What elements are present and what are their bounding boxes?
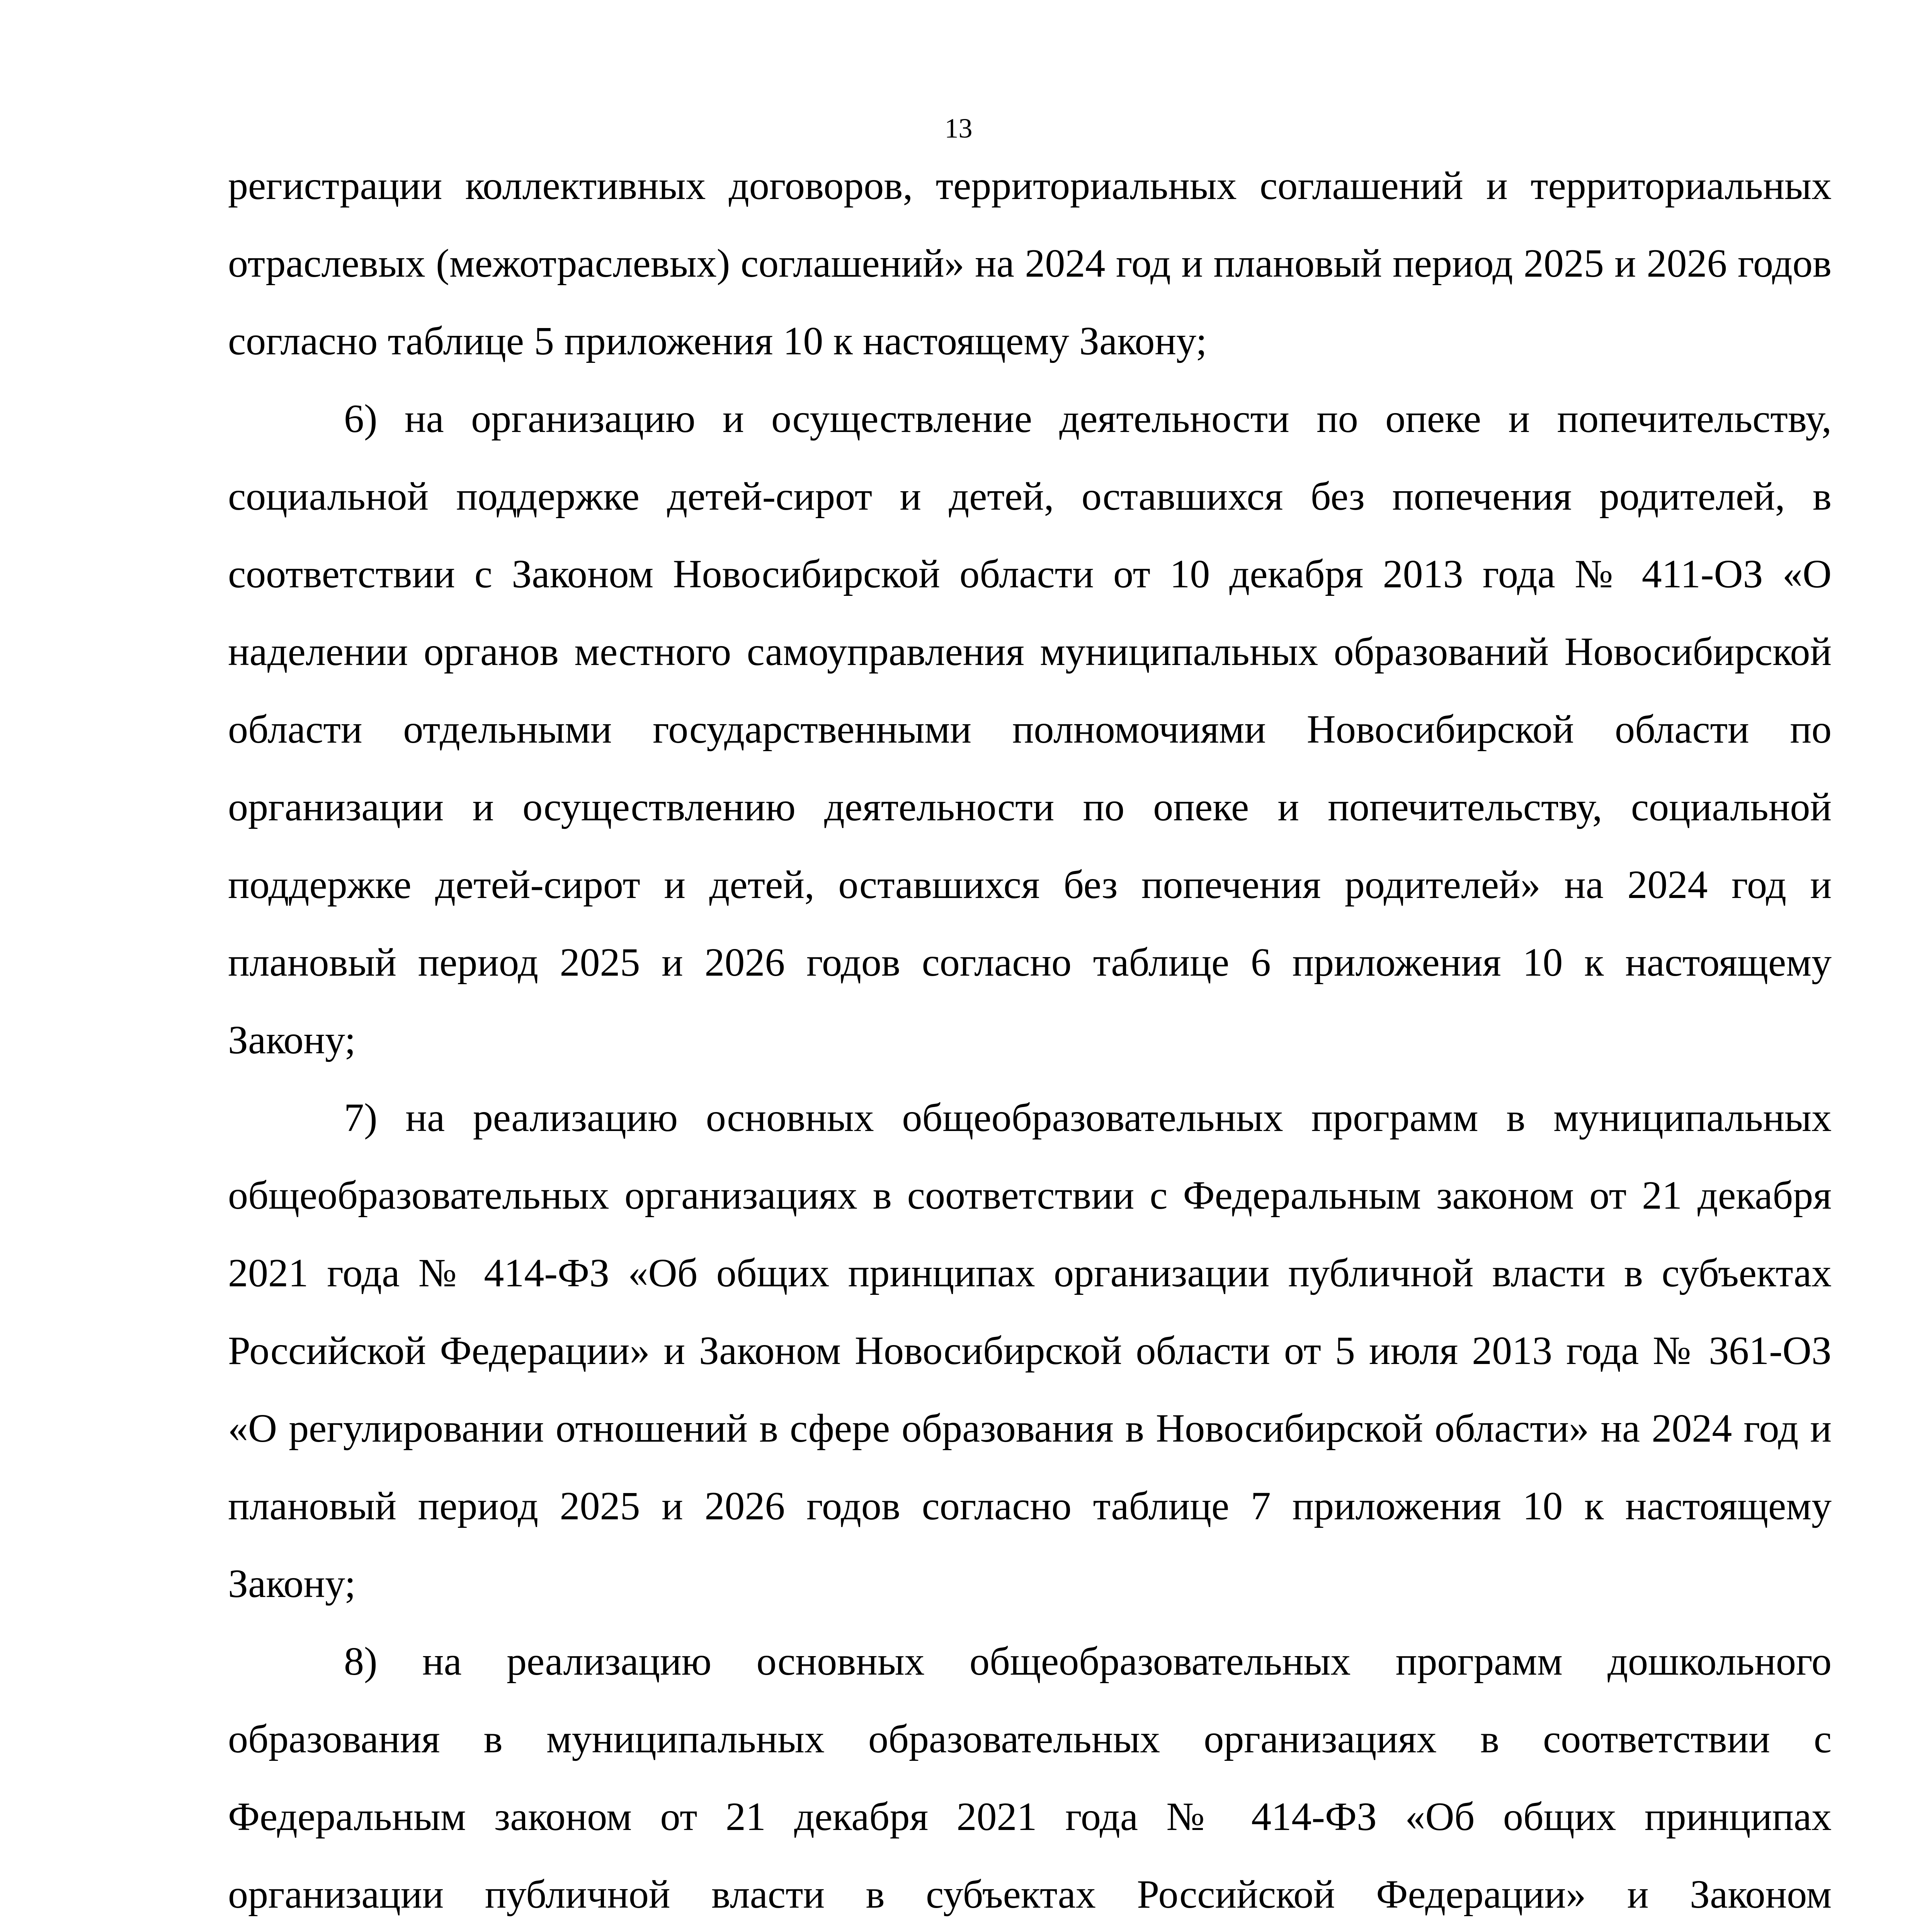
paragraph-continuation: регистрации коллективных договоров, территориальных соглашений и территориальных отраслевых (межотраслевых) соглашений» на 2024 год и плановый период 2025 и 2026 годов согласно таблице 5 приложения 10 к настоящему Закону;: [228, 163, 1832, 363]
document-body: [228, 147, 1832, 1932]
page-number: 13: [944, 113, 973, 144]
paragraph-item-6: 6) на организацию и осуществление деятельности по опеке и попечительству, социальной поддержке детей-сирот и детей, оставшихся без попечения родителей, в соответствии с Законом Новосибирской области от 10 декабря 2013 года № 411-ОЗ «О наделении органов местного самоуправления муниципальных образований Новосибирской области отдельными государственными полномочиями Новосибирской области по организации и осуществлению деятельности по опеке и попечительству, социальной поддержке детей-сирот и детей, оставшихся без попечения родителей» на 2024 год и плановый период 2025 и 2026 годов согласно таблице 6 приложения 10 к настоящему Закону;: [228, 396, 1832, 1062]
paragraph-item-7: 7) на реализацию основных общеобразовательных программ в муниципальных общеобразовательных организациях в соответствии с Федеральным законом от 21 декабря 2021 года № 414-ФЗ «Об общих принципах организации публичной власти в субъектах Российской Федерации» и Законом Новосибирской области от 5 июля 2013 года № 361-ОЗ «О регулировании отношений в сфере образования в Новосибирской области» на 2024 год и плановый период 2025 и 2026 годов согласно таблице 7 приложения 10 к настоящему Закону;: [228, 1095, 1832, 1606]
paragraph-item-8: 8) на реализацию основных общеобразовательных программ дошкольного образования в муниципальных образовательных организациях в соответствии с Федеральным законом от 21 декабря 2021 года № 414-ФЗ «Об общих принципах организации публичной власти в субъектах Российской Федерации» и Законом: [228, 1639, 1832, 1917]
